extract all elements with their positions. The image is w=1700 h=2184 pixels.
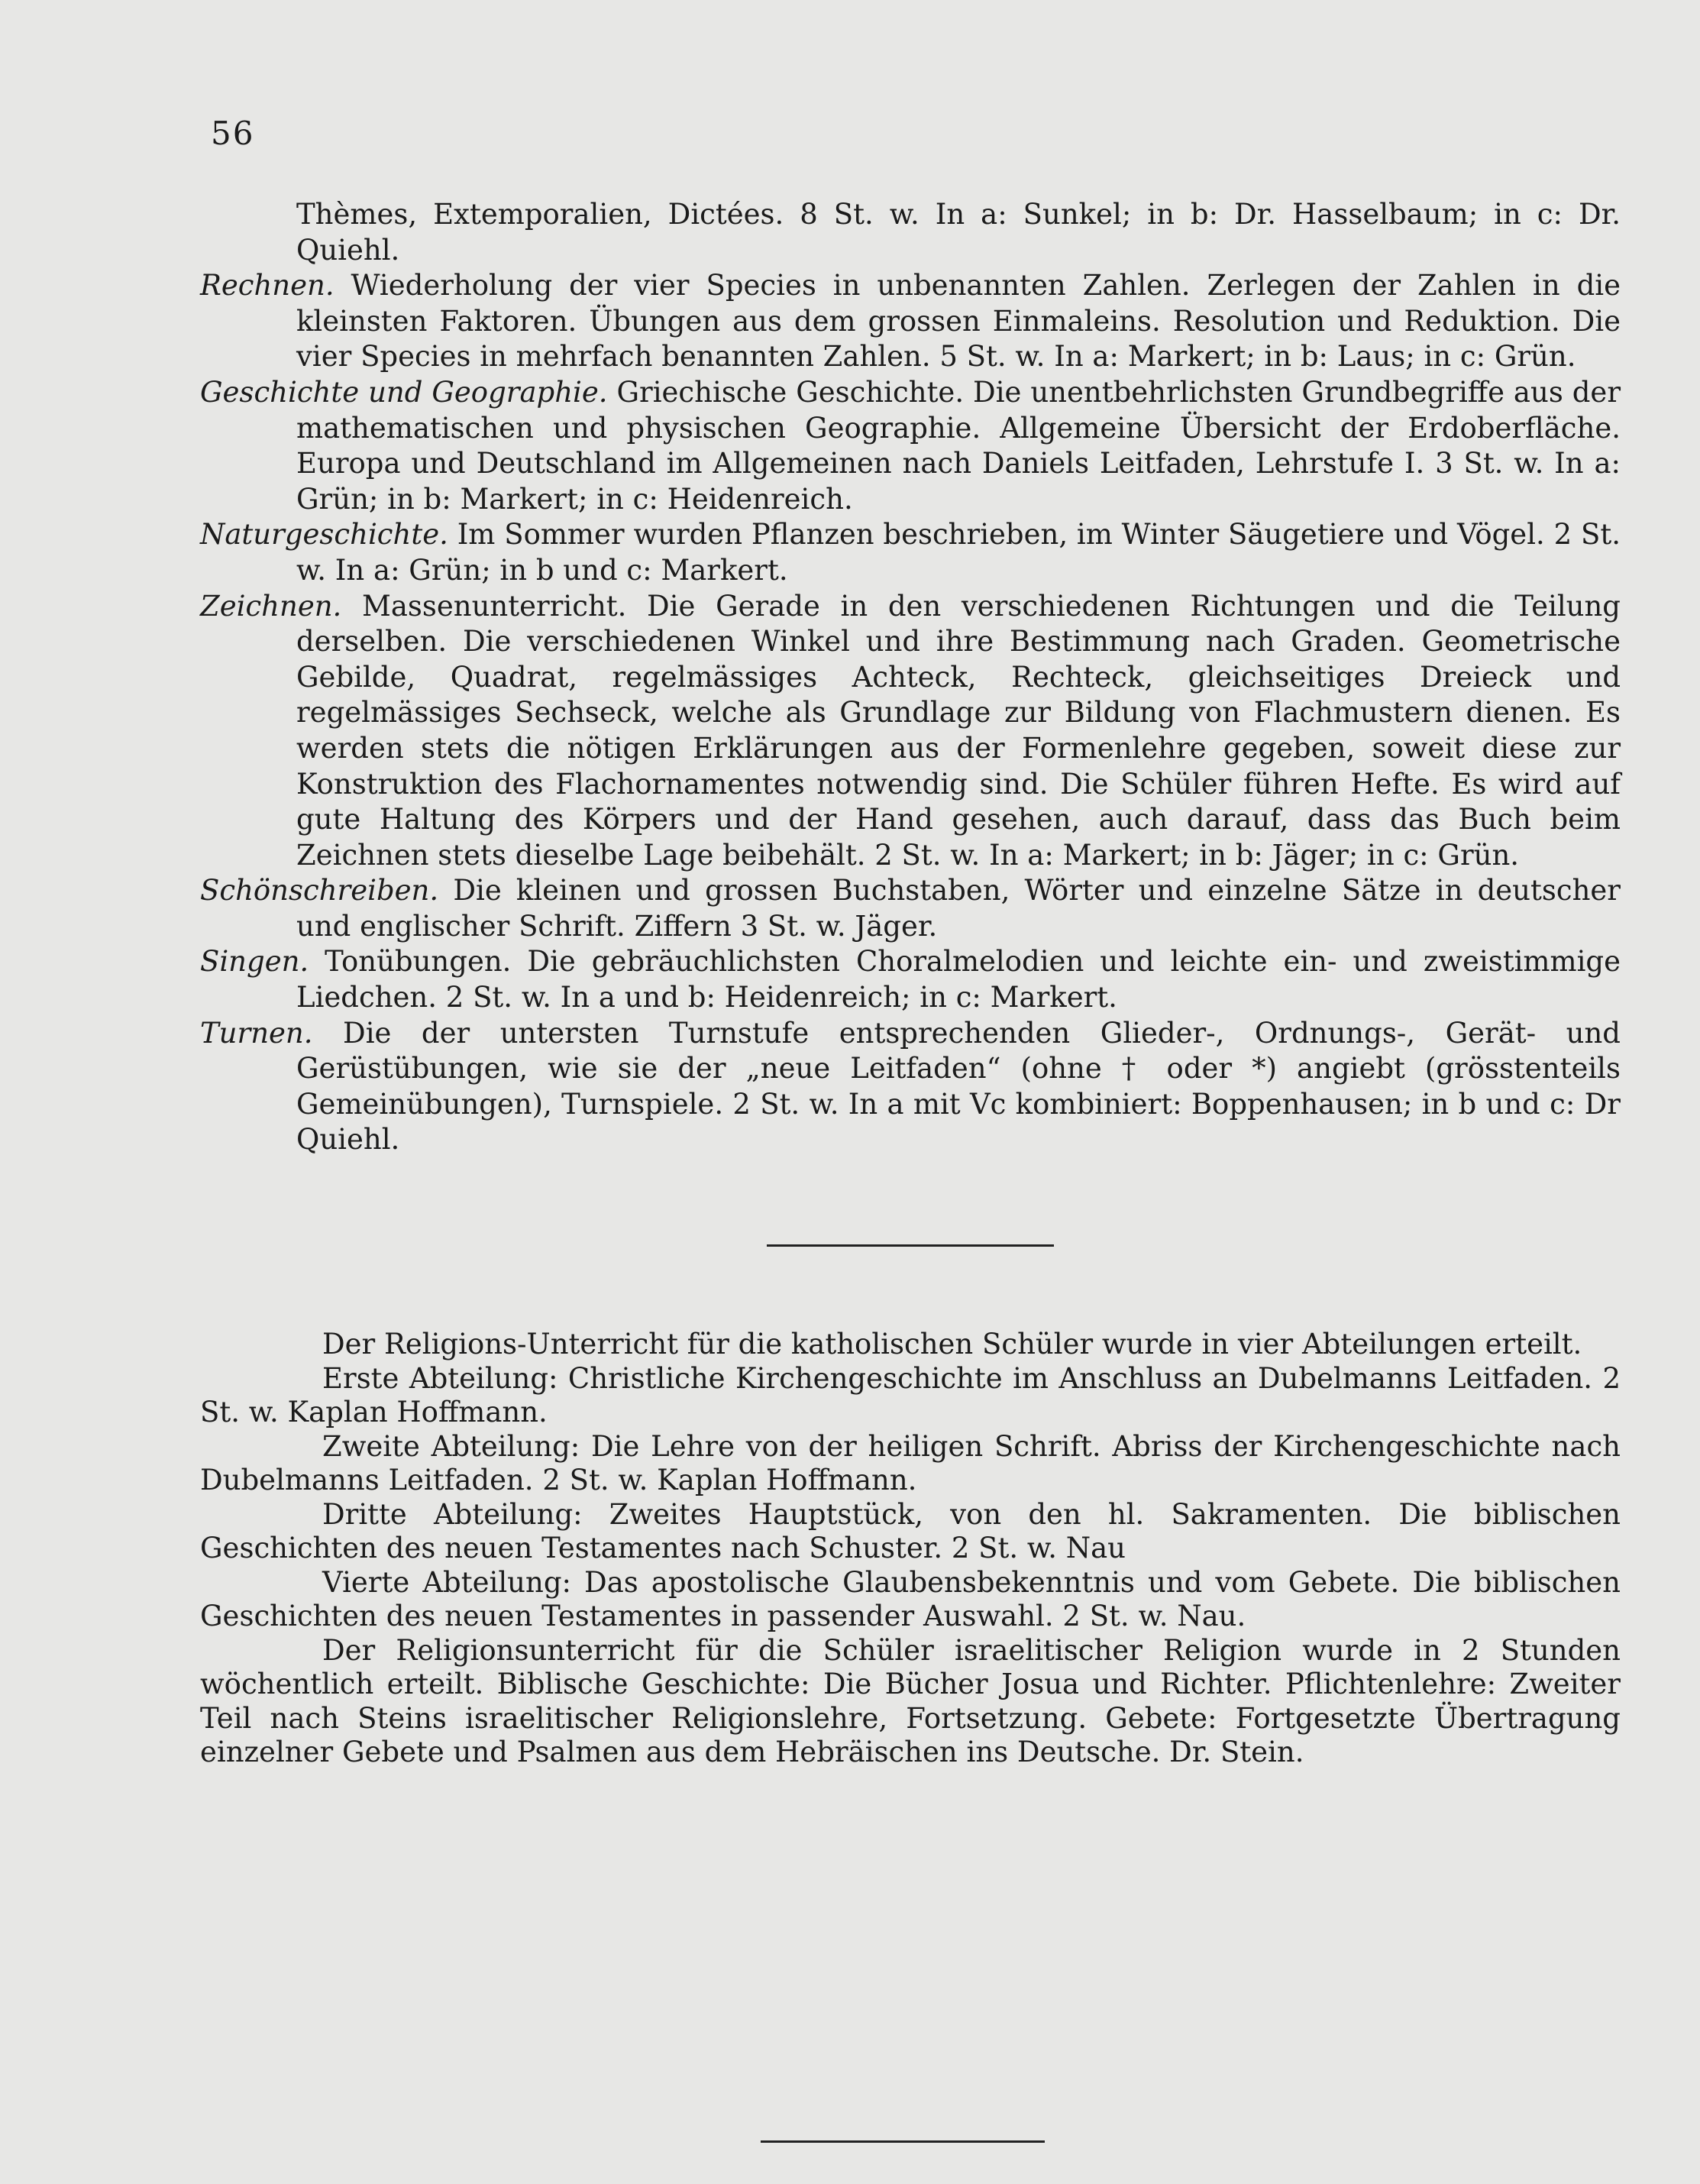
religion-paragraph-vierte: Vierte Abteilung: Das apostolische Glaubensbekenntnis und vom Gebete. Die biblischen Geschichten des neuen Testamentes in passender Auswahl. 2 St. w. Nau. [200, 1565, 1621, 1632]
subject-label: Rechnen. [200, 269, 335, 303]
curriculum-entry-naturgeschichte: Naturgeschichte. Im Sommer wurden Pflanzen beschrieben, im Winter Säugetiere und Vögel. 2 St. w. In a: Grün; in b und c: Markert. [200, 518, 1621, 587]
subject-label: Turnen. [200, 1016, 313, 1050]
curriculum-entry-zeichnen: Zeichnen. Massenunterricht. Die Gerade in den verschiedenen Richtungen und die Teilung derselben. Die verschiedenen Winkel und ihre Bestimmung nach Graden. Geometrische Gebilde, Quadrat, regelmässiges Achteck, Rechteck, gleichseitiges Dreieck und regelmässiges Sechseck, welche als Grundlage zur Bildung von Flachmustern dienen. Es werden stets die nötigen Erklärungen aus der Formenlehre gegeben, soweit diese zur Konstruktion des Flachornamentes notwendig sind. Die Schüler führen Hefte. Es wird auf gute Haltung des Körpers und der Hand gesehen, auch darauf, dass das Buch beim Zeichnen stets dieselbe Lage beibehält. 2 St. w. In a: Markert; in b: Jäger; in c: Grün. [200, 589, 1621, 872]
curriculum-entry-schoenschreiben: Schönschreiben. Die kleinen und grossen Buchstaben, Wörter und einzelne Sätze in deutscher und englischer Schrift. Ziffern 3 St. w. Jäger. [200, 874, 1621, 943]
subject-label: Naturgeschichte. [200, 518, 448, 552]
subject-label: Singen. [200, 945, 309, 979]
curriculum-section [200, 197, 1621, 1158]
religion-paragraph-dritte: Dritte Abteilung: Zweites Hauptstück, von den hl. Sakramenten. Die biblischen Geschichten des neuen Testamentes nach Schuster. 2 St. w. Nau [200, 1497, 1621, 1564]
religion-paragraph-zweite: Zweite Abteilung: Die Lehre von der heiligen Schrift. Abriss der Kirchengeschichte nach Dubelmanns Leitfaden. 2 St. w. Kaplan Hoffmann. [200, 1429, 1621, 1496]
curriculum-entry-singen: Singen. Tonübungen. Die gebräuchlichsten Choralmelodien und leichte ein- und zweistimmige Liedchen. 2 St. w. In a und b: Heidenreich; in c: Markert. [200, 945, 1621, 1014]
religion-section [200, 1328, 1621, 1770]
section-divider [767, 1244, 1054, 1247]
religion-paragraph-israelitisch: Der Religionsunterricht für die Schüler israelitischer Religion wurde in 2 Stunden wöchentlich erteilt. Biblische Geschichte: Die Bücher Josua und Richter. Pflichtenlehre: Zweiter Teil nach Steins israelitischer Religionslehre, Fortsetzung. Gebete: Fortgesetzte Übertragung einzelner Gebete und Psalmen aus dem Hebräischen ins Deutsche. Dr. Stein. [200, 1633, 1621, 1768]
curriculum-entry-turnen: Turnen. Die der untersten Turnstufe entsprechenden Glieder-, Ordnungs-, Gerät- und Gerüstübungen, wie sie der „neue Leitfaden“ (ohne † oder *) angiebt (grösstenteils Gemeinübungen), Turnspiele. 2 St. w. In a mit Vc kombiniert: Boppenhausen; in b und c: Dr Quiehl. [200, 1016, 1621, 1157]
subject-label: Schönschreiben. [200, 874, 439, 908]
curriculum-entry-geschichte: Geschichte und Geographie. Griechische Geschichte. Die unentbehrlichsten Grundbegriffe aus der mathematischen und physischen Geographie. Allgemeine Übersicht der Erdoberfläche. Europa und Deutschland im Allgemeinen nach Daniels Leitfaden, Lehrstufe I. 3 St. w. In a: Grün; in b: Markert; in c: Heidenreich. [200, 375, 1621, 516]
subject-label: Zeichnen. [200, 589, 342, 623]
curriculum-entry-rechnen: Rechnen. Wiederholung der vier Species in unbenannten Zahlen. Zerlegen der Zahlen in die kleinsten Faktoren. Übungen aus dem grossen Einmaleins. Resolution und Reduktion. Die vier Species in mehrfach benannten Zahlen. 5 St. w. In a: Markert; in b: Laus; in c: Grün. [200, 269, 1621, 374]
subject-label: Geschichte und Geographie. [200, 375, 608, 409]
religion-paragraph-intro: Der Religions-Unterricht für die katholischen Schüler wurde in vier Abteilungen erteilt. [322, 1328, 1582, 1361]
end-divider [761, 2140, 1045, 2143]
page-number: 56 [211, 115, 255, 152]
religion-paragraph-erste: Erste Abteilung: Christliche Kirchengeschichte im Anschluss an Dubelmanns Leitfaden. 2 St. w. Kaplan Hoffmann. [200, 1361, 1621, 1428]
curriculum-entry-franzoesisch-cont: Thèmes, Extemporalien, Dictées. 8 St. w. In a: Sunkel; in b: Dr. Hasselbaum; in c: Dr. Quiehl. [296, 198, 1621, 267]
